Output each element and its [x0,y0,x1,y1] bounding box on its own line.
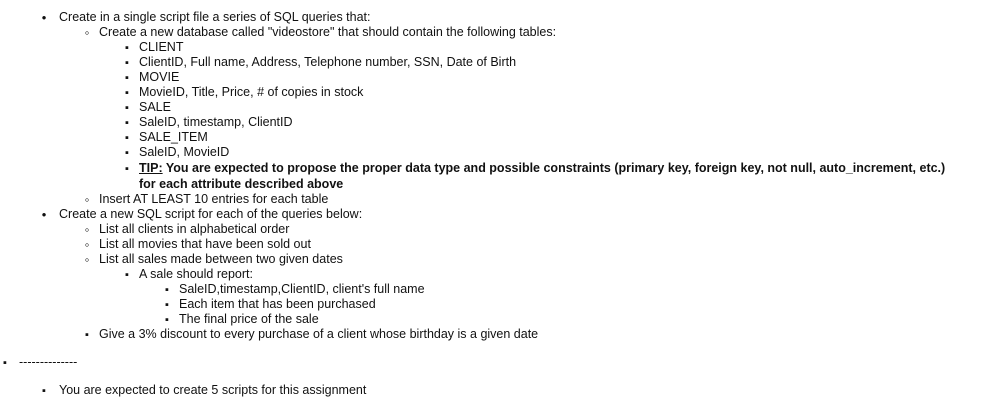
table-name: SALE [139,100,171,114]
disc-bullet-icon [36,10,52,26]
database-instruction: Create a new database called "videostore" that should contain the following tables: [99,25,557,39]
footer-note: You are expected to create 5 scripts for this assignment [59,383,367,397]
discount-item: Give a 3% discount to every purchase of a client whose birthday is a given date [99,327,539,341]
square-bullet-icon [119,115,135,131]
disc-bullet-icon [36,207,52,223]
square-bullet-icon [119,267,135,283]
circle-bullet-icon [79,222,95,238]
report-item: SaleID,timestamp,ClientID, client's full name [179,282,425,296]
tip-label: TIP: [139,161,163,175]
square-bullet-icon [79,327,95,343]
square-bullet-icon [119,55,135,71]
section-heading: Create in a single script file a series of SQL queries that: [59,10,371,24]
table-columns: SaleID, timestamp, ClientID [139,115,293,129]
square-bullet-icon [119,85,135,101]
circle-bullet-icon [79,192,95,208]
circle-bullet-icon [79,25,95,41]
tip-text: You are expected to propose the proper data type and possible constraints (primary key, foreign key, not null, auto_increment, etc.) [162,161,946,175]
tip-line [139,161,945,176]
sale-report-heading: A sale should report: [139,267,253,281]
insert-instruction: Insert AT LEAST 10 entries for each table [99,192,329,206]
square-bullet-icon [119,130,135,146]
square-bullet-icon [159,297,175,313]
query-item: List all sales made between two given dates [99,252,343,266]
square-bullet-icon [36,383,52,399]
square-bullet-icon [159,312,175,328]
table-columns: MovieID, Title, Price, # of copies in stock [139,85,364,99]
table-columns: ClientID, Full name, Address, Telephone number, SSN, Date of Birth [139,55,517,69]
separator-line: -------------- [19,355,78,369]
report-item: The final price of the sale [179,312,319,326]
report-item: Each item that has been purchased [179,297,376,311]
table-columns: SaleID, MovieID [139,145,230,159]
square-bullet-icon [159,282,175,298]
square-bullet-icon [119,40,135,56]
table-name: SALE_ITEM [139,130,208,144]
query-item: List all movies that have been sold out [99,237,311,251]
square-bullet-icon [119,100,135,116]
query-item: List all clients in alphabetical order [99,222,290,236]
circle-bullet-icon [79,252,95,268]
table-name: CLIENT [139,40,184,54]
section-heading: Create a new SQL script for each of the queries below: [59,207,363,221]
tip-text: for each attribute described above [139,177,344,191]
circle-bullet-icon [79,237,95,253]
square-bullet-icon [119,70,135,86]
square-bullet-icon [1,355,9,371]
square-bullet-icon [119,161,135,177]
square-bullet-icon [119,145,135,161]
table-name: MOVIE [139,70,180,84]
